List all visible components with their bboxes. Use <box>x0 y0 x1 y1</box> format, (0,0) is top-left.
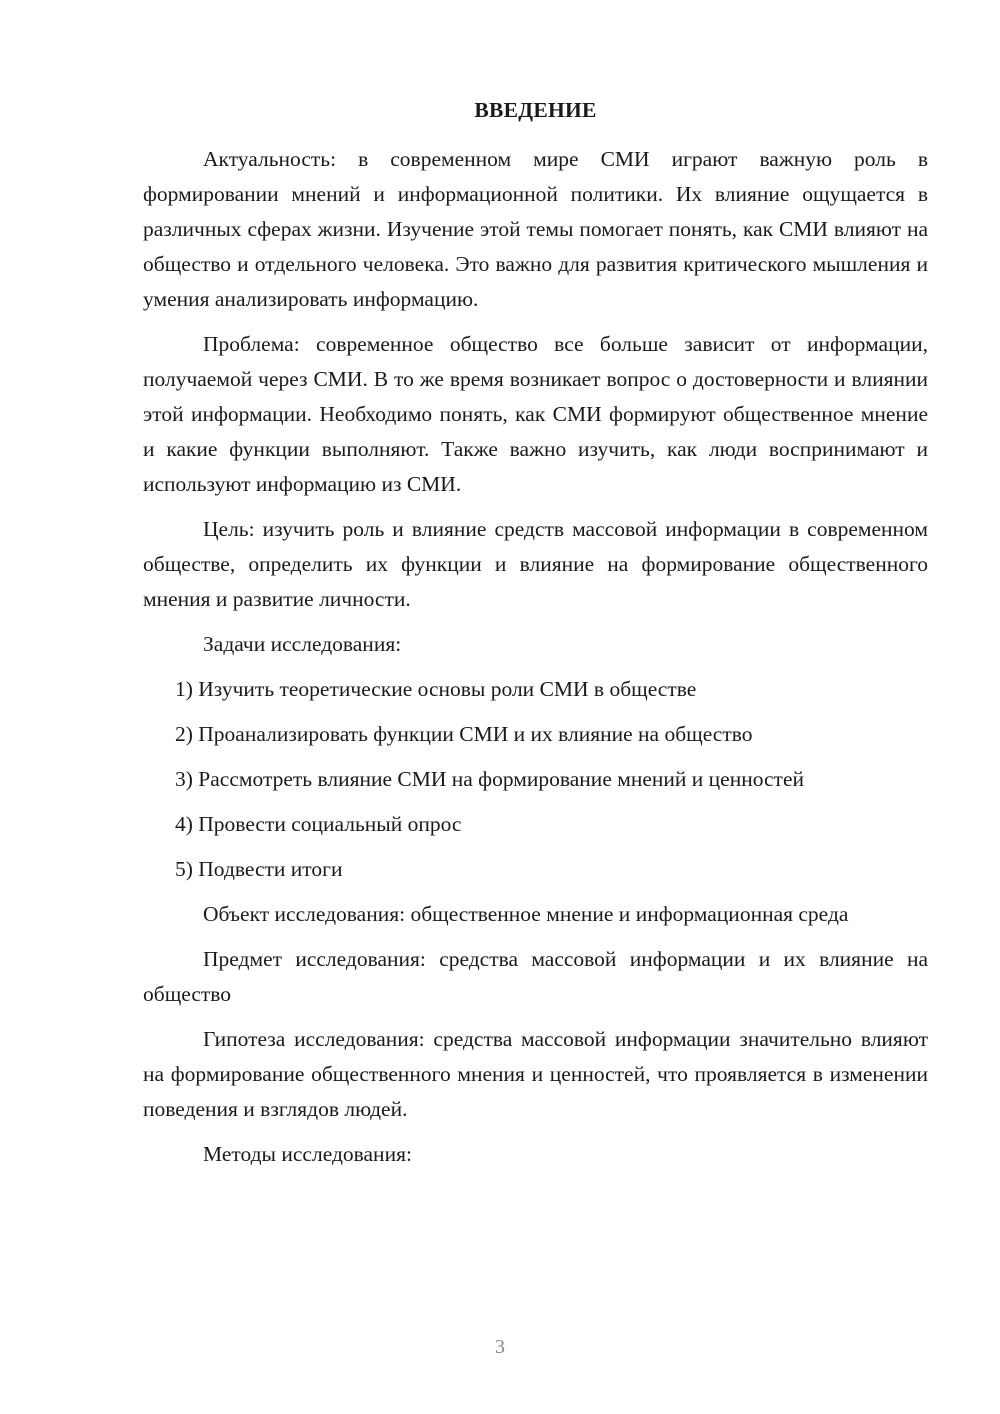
tasks-title: Задачи исследования: <box>203 632 402 656</box>
document-page <box>143 95 928 1172</box>
object-paragraph: Объект исследования: общественное мнение и информационная среда <box>203 902 849 926</box>
hypothesis-paragraph: Гипотеза исследования: средства массовой информации значительно влияют на формирование общественного мнения и ценностей, что проявляется в изменении поведения и взглядов людей. <box>143 1027 928 1121</box>
task-item-1: 1) Изучить теоретические основы роли СМИ в обществе <box>175 677 697 701</box>
page-number: 3 <box>495 1336 505 1358</box>
task-item-2: 2) Проанализировать функции СМИ и их влияние на общество <box>175 722 753 746</box>
task-item-5: 5) Подвести итоги <box>175 857 343 881</box>
page-title: ВВЕДЕНИЕ <box>474 98 597 122</box>
methods-title: Методы исследования: <box>203 1142 412 1166</box>
goal-paragraph: Цель: изучить роль и влияние средств массовой информации в современном обществе, определить их функции и влияние на формирование общественного мнения и развитие личности. <box>143 517 928 611</box>
subject-paragraph: Предмет исследования: средства массовой информации и их влияние на общество <box>143 947 928 1006</box>
task-item-4: 4) Провести социальный опрос <box>175 812 462 836</box>
task-item-3: 3) Рассмотреть влияние СМИ на формирование мнений и ценностей <box>175 767 804 791</box>
relevance-paragraph: Актуальность: в современном мире СМИ играют важную роль в формировании мнений и информационной политики. Их влияние ощущается в различных сферах жизни. Изучение этой темы помогает понять, как СМИ влияют на общество и отдельного человека. Это важно для развития критического мышления и умения анализировать информацию. <box>143 147 928 311</box>
problem-paragraph: Проблема: современное общество все больше зависит от информации, получаемой через СМИ. В то же время возникает вопрос о достоверности и влиянии этой информации. Необходимо понять, как СМИ формируют общественное мнение и какие функции выполняют. Также важно изучить, как люди воспринимают и используют информацию из СМИ. <box>143 332 928 496</box>
